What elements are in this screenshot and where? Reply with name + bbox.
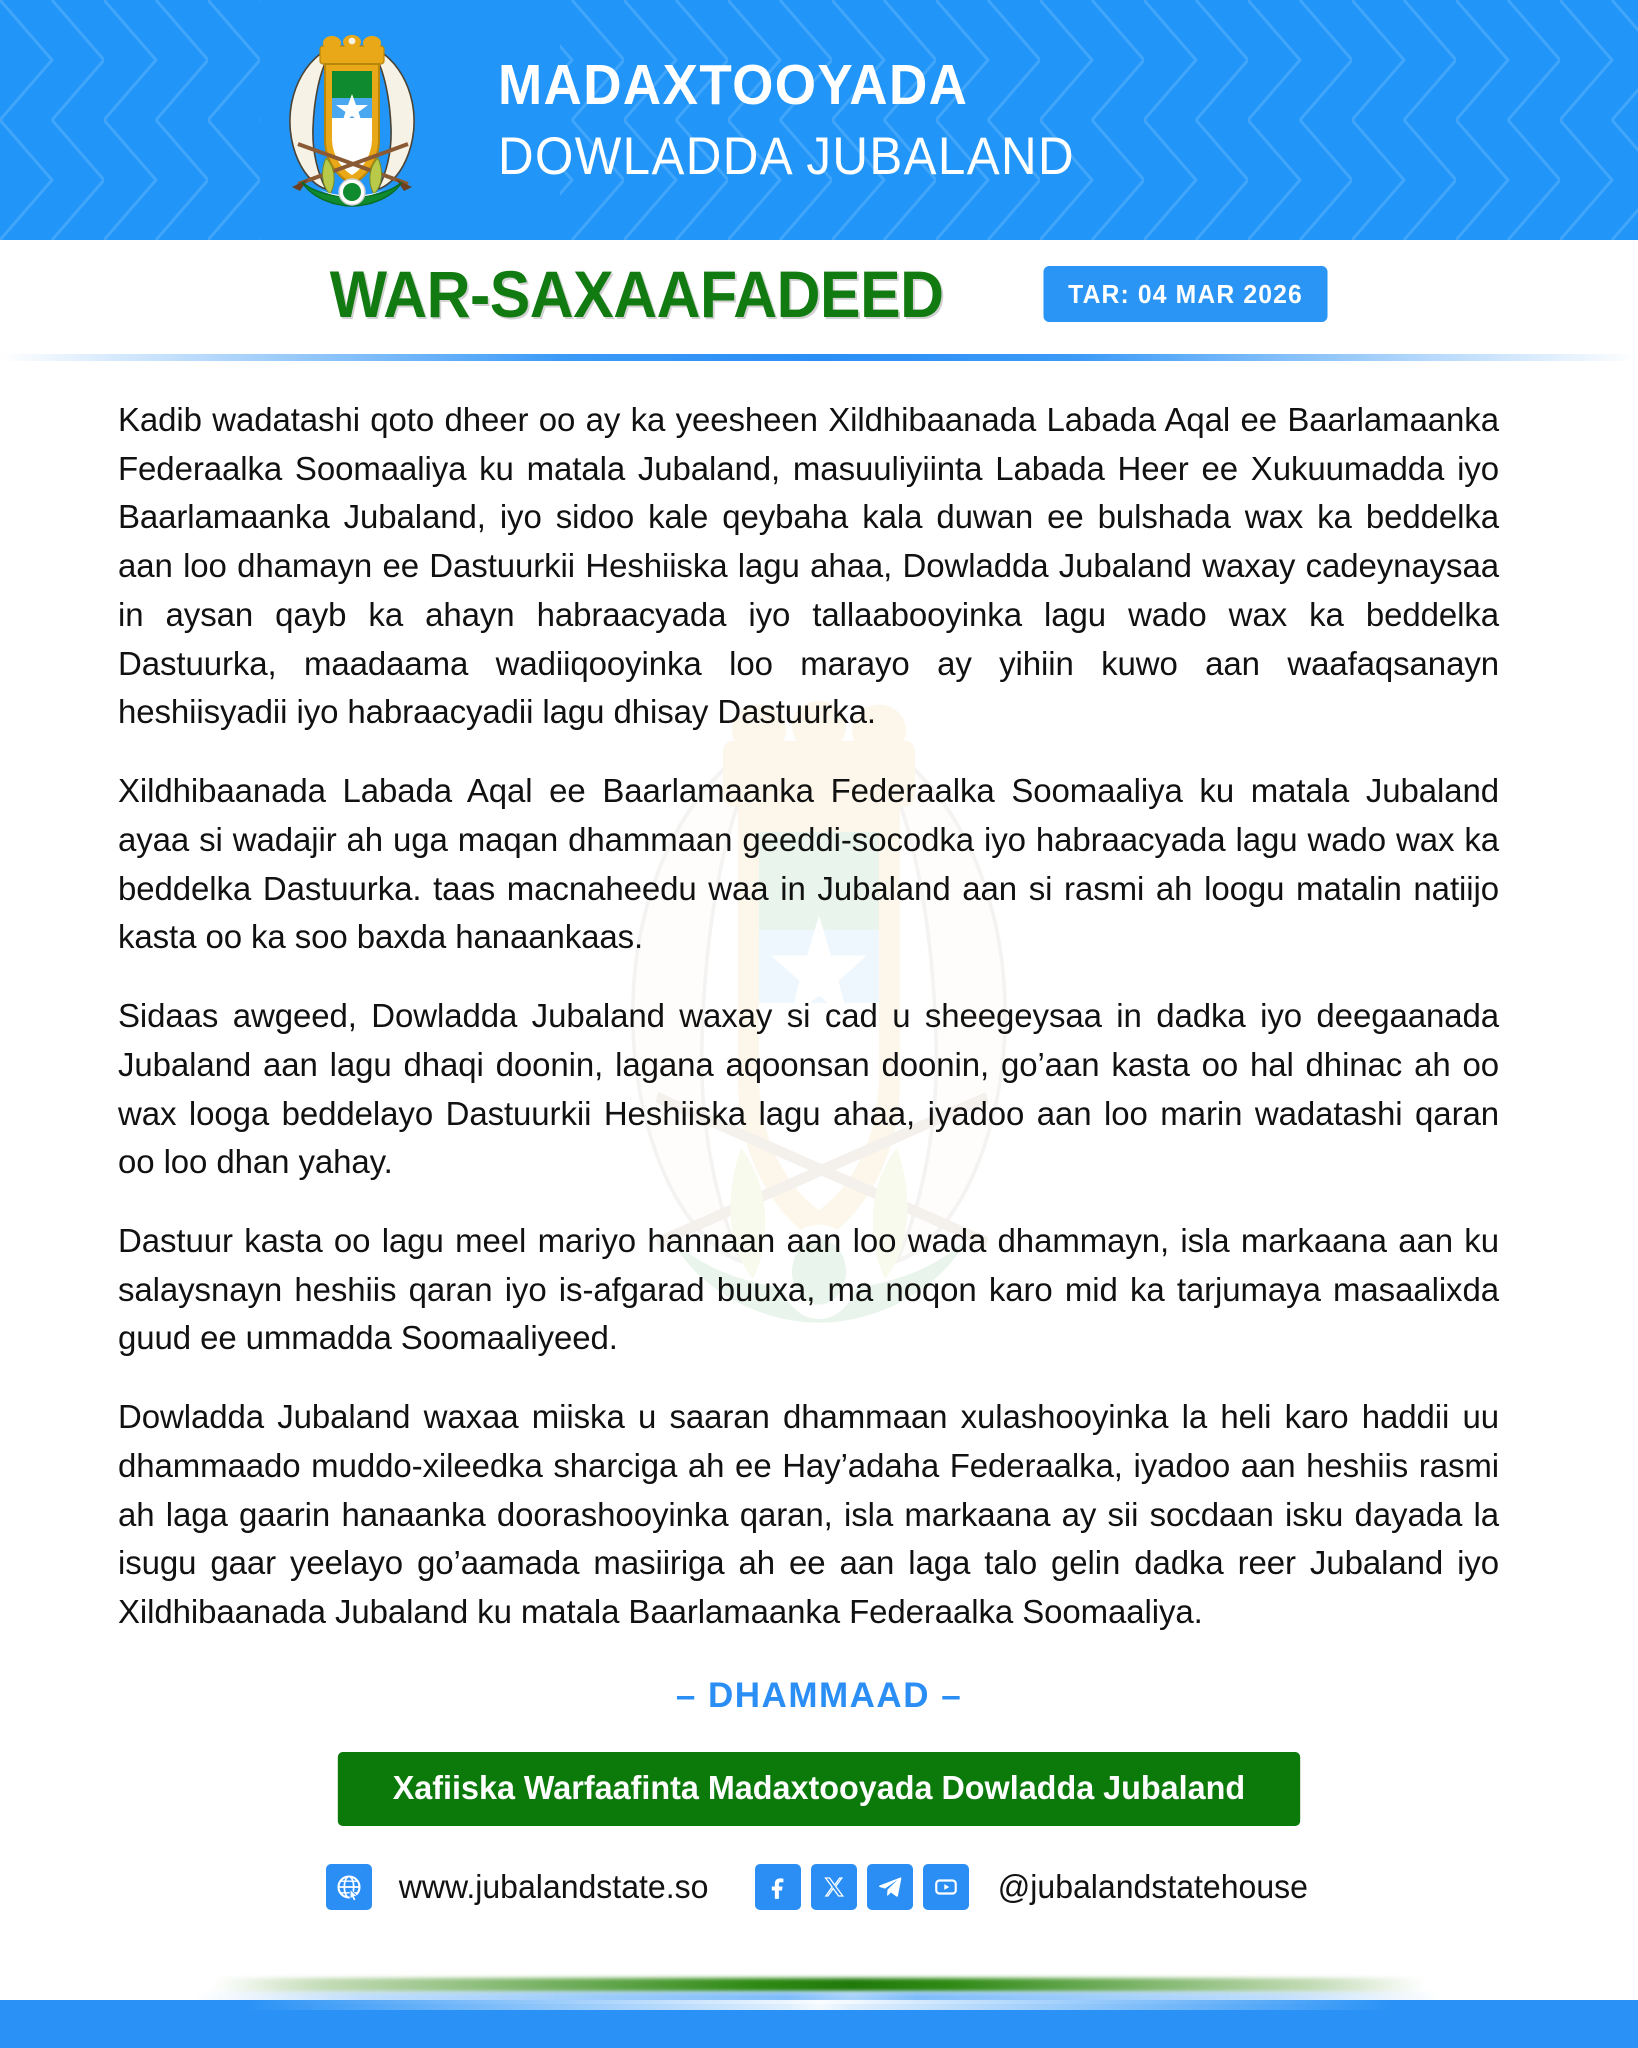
social-icon-group — [755, 1864, 969, 1910]
paragraph-5: Dowladda Jubaland waxaa miiska u saaran dhammaan xulashooyinka la heli karo haddii uu dhammaado muddo-xileedka sharciga ah ee Hay’adaha Federaalka, iyadoo aan heshiis rasmi ah laga gaarin hanaanka doorashooyinka qaran, isla markaana ay sii socdaan isku dayada la isugu gaar yeelayo go’aamada masiiriga ah ee aan laga talo gelin dadka reer Jubaland iyo Xildhibaanada Jubaland ku matala Baarlamaanka Federaalka Soomaaliya. — [118, 1399, 1499, 1632]
coat-of-arms-emblem — [262, 32, 442, 208]
globe-icon[interactable] — [326, 1864, 372, 1910]
footer-blue-bar — [0, 2004, 1638, 2048]
page-title: WAR-SAXAAFADEED — [329, 257, 944, 331]
footer-bar-sheen — [0, 2000, 1638, 2010]
paragraph-4: Dastuur kasta oo lagu meel mariyo hannaan aan loo wada dhammayn, isla markaana aan ku salaysnayn heshiis qaran iyo is-afgarad buuxa, ma noqon karo mid ka tarjumaya masaalixda guud ee ummadda Soomaaliyeed. — [118, 1223, 1499, 1358]
website-url[interactable]: www.jubalandstate.so — [398, 1867, 708, 1905]
header-title-secondary: DOWLADDA JUBALAND — [498, 127, 1075, 186]
facebook-icon[interactable] — [755, 1864, 801, 1910]
press-release-body — [0, 361, 1638, 1910]
paragraph-1: Kadib wadatashi qoto dheer oo ay ka yeesheen Xildhibaanada Labada Aqal ee Baarlamaanka Federaalka Soomaaliya ku matala Jubaland, masuuliyiinta Labada Heer ee Xukuumadda iyo Baarlamaanka Jubaland, iyo sidoo kale qeybaha kala duwan ee bulshada wax ka beddelka aan loo dhamayn ee Dastuurkii Heshiiska lagu ahaa, Dowladda Jubaland waxay cadeynaysaa in aysan qayb ka ahayn habraacyada iyo tallaabooyinka lagu wado wax ka beddelka Dastuurka, maadaama wadiiqooyinka loo marayo ay yihiin kuwo aan waafaqsanayn heshiisyadii iyo habraacyadii lagu dhisay Dastuurka. — [118, 402, 1499, 732]
social-handle[interactable]: @jubalandstatehouse — [997, 1867, 1308, 1905]
header-title-block — [498, 53, 1118, 186]
document-title-row — [0, 240, 1638, 348]
page-header — [0, 0, 1638, 240]
youtube-icon[interactable] — [923, 1864, 969, 1910]
end-marker: – DHAMMAAD – — [675, 1675, 963, 1715]
title-divider — [0, 354, 1638, 361]
office-bar-wrapper — [118, 1752, 1520, 1826]
header-title-primary: MADAXTOOYADA — [498, 53, 969, 117]
page-footer-bar — [0, 1970, 1638, 2048]
paragraph-3: Sidaas awgeed, Dowladda Jubaland waxay si cad u sheegeysaa in dadka iyo deegaanada Jubaland aan lagu dhaqi doonin, lagana aqoonsan doonin, go’aan kasta oo hal dhinac ah oo wax looga beddelayo Dastuurkii Heshiiska lagu ahaa, iyadoo aan loo marin wadatashi qaran oo loo dhan yahay. — [118, 998, 1499, 1182]
date-badge: TAR: 04 MAR 2026 — [1044, 266, 1328, 322]
footer-green-accent — [0, 1978, 1638, 1992]
paragraph-2: Xildhibaanada Labada Aqal ee Baarlamaanka Federaalka Soomaaliya ku matala Jubaland ayaa si wadajir ah uga maqan dhammaan geeddi-socodka iyo habraacyada lagu wado wax ka beddelka Dastuurka. taas macnaheedu waa in Jubaland aan si rasmi ah loogu matalin natiijo kasta oo ka soo baxda hanaankaas. — [118, 773, 1499, 957]
issuing-office-bar: Xafiiska Warfaafinta Madaxtooyada Dowladda Jubaland — [338, 1752, 1300, 1826]
x-twitter-icon[interactable] — [811, 1864, 857, 1910]
footer-contact-row — [118, 1864, 1520, 1910]
telegram-icon[interactable] — [867, 1864, 913, 1910]
